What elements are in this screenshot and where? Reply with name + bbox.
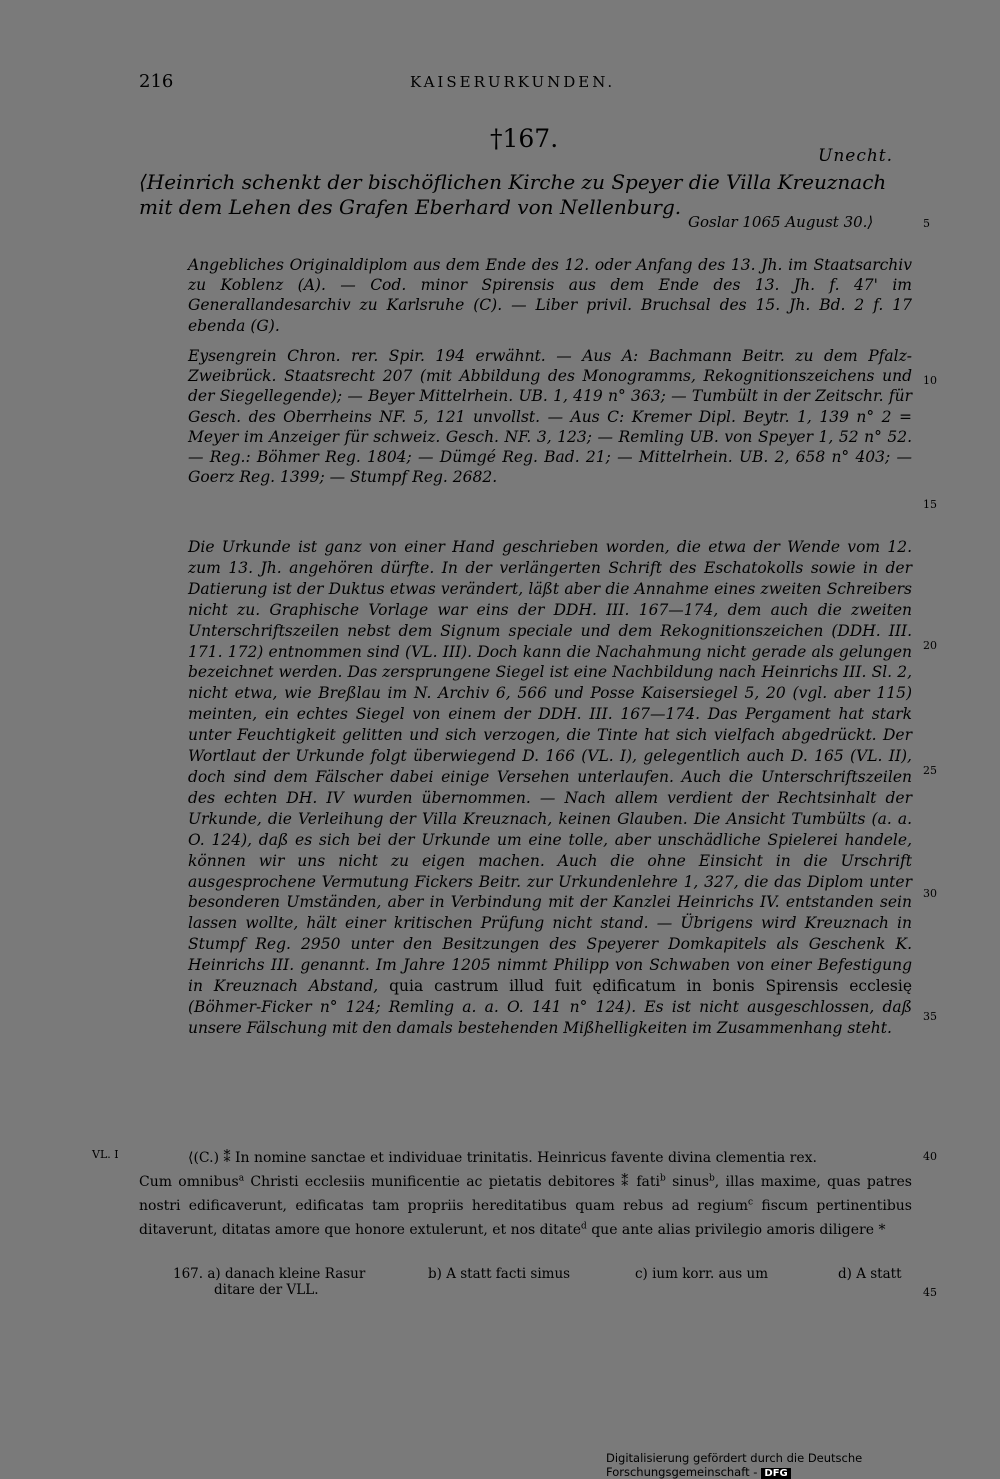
literature-paragraph: Eysengrein Chron. rer. Spir. 194 erwähnt. — Aus A: Bachmann Beitr. zu dem Pfalz-Zweibrück. Staatsrecht 207 (mit Abbildung des Monogramms, Rekognitionszeichens und der Siegellegende); — Beyer Mittelrhein. UB. 1, 419 n° 363; — Tumbült in der Zeitschr. für Gesch. des Oberrheins NF. 5, 121 unvollst. — Aus C: Kremer Dipl. Beytr. 1, 139 n° 2 = Meyer im Anzeiger für schweiz. Gesch. NF. 3, 123; — Remling UB. von Speyer 1, 52 n° 52. — Reg.: Böhmer Reg. 1804; — Dümgé Reg. Bad. 21; — Mittelrhein. UB. 2, 658 n° 403; — Goerz Reg. 1399; — Stumpf Reg. 2682. bbox=[188, 347, 912, 487]
regest-heading: ⟨Heinrich schenkt der bischöflichen Kirche zu Speyer die Villa Kreuznach mit dem Lehen des Grafen Eberhard von Nellenburg. bbox=[139, 170, 887, 219]
document-number: †167. bbox=[490, 124, 559, 153]
latin-text bbox=[139, 1146, 912, 1242]
authenticity-label: Unecht. bbox=[818, 146, 894, 166]
commentary-quote: quia castrum illud fuit ędificatum in bonis Spirensis ecclesię bbox=[389, 977, 912, 996]
commentary-text: Die Urkunde ist ganz von einer Hand geschrieben worden, die etwa der Wende vom 12. zum 13. Jh. angehören dürfte. In der verlängerten Schrift des Eschatokolls sowie in der Datierung ist der Duktus etwas verändert, läßt aber die Annahme eines zweiten Schreibers nicht zu. Graphische Vorlage war eins der DDH. III. 167—174, dem auch die zweiten Unterschriftszeilen nebst dem Signum speciale und dem Rekognitionszeichen (DDH. III. 171. 172) entnommen sind (VL. III). Doch kann die Nachahmung nicht gerade als gelungen bezeichnet werden. Das zersprungene Siegel ist eine Nachbildung nach Heinrichs III. Sl. 2, nicht etwa, wie Breßlau im N. Archiv 6, 566 und Posse Kaisersiegel 5, 20 (vgl. aber 115) meinten, ein echtes Siegel von einem der DDH. III. 167—174. Das Pergament hat stark unter Feuchtigkeit gelitten und sich verzogen, die Tinte hat sich vielfach abgedrückt. Der Wortlaut der Urkunde folgt überwiegend D. 166 (VL. I), gelegentlich auch D. 165 (VL. II), doch sind dem Fälscher dabei einige Versehen unterlaufen. Auch die Unterschriftszeilen des echten DH. IV wurden übernommen. — Nach allem verdient der Rechtsinhalt der Urkunde, die Verleihung der Villa Kreuznach, keinen Glauben. Die Ansicht Tumbülts (a. a. O. 124), daß es sich bei der Urkunde um eine tolle, aber unschädliche Spielerei handele, können wir uns nicht zu eigen machen. Auch die ohne Einsicht in die Urschrift ausgesprochene Vermutung Fickers Beitr. zur Urkundenlehre 1, 327, die das Diplom unter besonderen Umständen, aber in Verbindung mit der Kanzlei Heinrichs IV. entstanden sein lassen wollte, hält einer kritischen Prüfung nicht stand. — Übrigens wird Kreuznach in Stumpf Reg. 2950 unter den Besitzungen des Speyerer Domkapitels als Geschenk K. Heinrichs III. genannt. Im Jahre 1205 nimmt Philipp von Schwaben von einer Befestigung in Kreuznach Abstand, bbox=[188, 538, 912, 996]
commentary-paragraph bbox=[188, 537, 912, 1039]
page-number: 216 bbox=[139, 71, 174, 92]
line-number: 30 bbox=[923, 887, 937, 900]
footnote-marker: d bbox=[581, 1221, 587, 1232]
line-number: 15 bbox=[923, 498, 937, 511]
line-number: 40 bbox=[923, 1150, 937, 1163]
line-number: 25 bbox=[923, 764, 937, 777]
line-number: 45 bbox=[923, 1286, 937, 1299]
footnote-d: d) A statt bbox=[838, 1266, 902, 1282]
footnote-marker: c bbox=[747, 1197, 754, 1208]
line-number: 10 bbox=[923, 374, 937, 387]
line-number: 35 bbox=[923, 1010, 937, 1023]
document-date: Goslar 1065 August 30.⟩ bbox=[688, 213, 874, 231]
footer-text: Digitalisierung gefördert durch die Deutsche Forschungsgemeinschaft - bbox=[606, 1451, 863, 1479]
footnote-c: c) ium korr. aus um bbox=[635, 1266, 768, 1282]
latin-invocation: ⟨(C.) ⁑ In nomine sanctae et individuae trinitatis. Heinricus favente divina clementia rex. bbox=[188, 1150, 817, 1166]
footnote-d-continuation: ditare der VLL. bbox=[214, 1282, 319, 1298]
footnote-b: b) A statt facti simus bbox=[428, 1266, 571, 1282]
footnote-marker: b bbox=[660, 1173, 666, 1184]
tradition-paragraph: Angebliches Originaldiplom aus dem Ende des 12. oder Anfang des 13. Jh. im Staatsarchiv zu Koblenz (A). — Cod. minor Spirensis aus dem Ende des 13. Jh. f. 47' im Generallandesarchiv zu Karlsruhe (C). — Liber privil. Bruchsal des 15. Jh. Bd. 2 f. 17 ebenda (G). bbox=[188, 256, 912, 335]
commentary-end: (Böhmer-Ficker n° 124; Remling a. a. O. 141 n° 124). Es ist nicht ausgeschlossen, daß unsere Fälschung mit den damals bestehenden Mißhelligkeiten im Zusammenhang steht. bbox=[188, 997, 912, 1037]
footnote-marker: a bbox=[238, 1173, 245, 1184]
line-number: 20 bbox=[923, 639, 937, 652]
vorlage-label: VL. I bbox=[92, 1148, 119, 1161]
running-title: KAISERURKUNDEN. bbox=[410, 73, 616, 91]
latin-arenga: Cum omnibus$^a$ Christi ecclesiis munificentie ac pietatis debitores ⁑ fati$^b$ sinus$^b$, illas maxime, quas patres nostri edificaverunt, edificatas tam propriis hereditatibus quam rebus ad regium$^c$ fiscum pertinentibus ditaverunt, ditatas amore que honore extulerunt, et nos ditate$^d$ que ante alias privilegio amoris diligere * bbox=[139, 1173, 912, 1238]
footnote-marker: b bbox=[708, 1173, 715, 1184]
footnotes bbox=[173, 1266, 918, 1298]
footnote-a: 167. a) danach kleine Rasur bbox=[173, 1266, 366, 1282]
digitization-footer bbox=[606, 1451, 1000, 1479]
line-number: 5 bbox=[923, 217, 930, 230]
dfg-logo: DFG bbox=[761, 1468, 790, 1479]
